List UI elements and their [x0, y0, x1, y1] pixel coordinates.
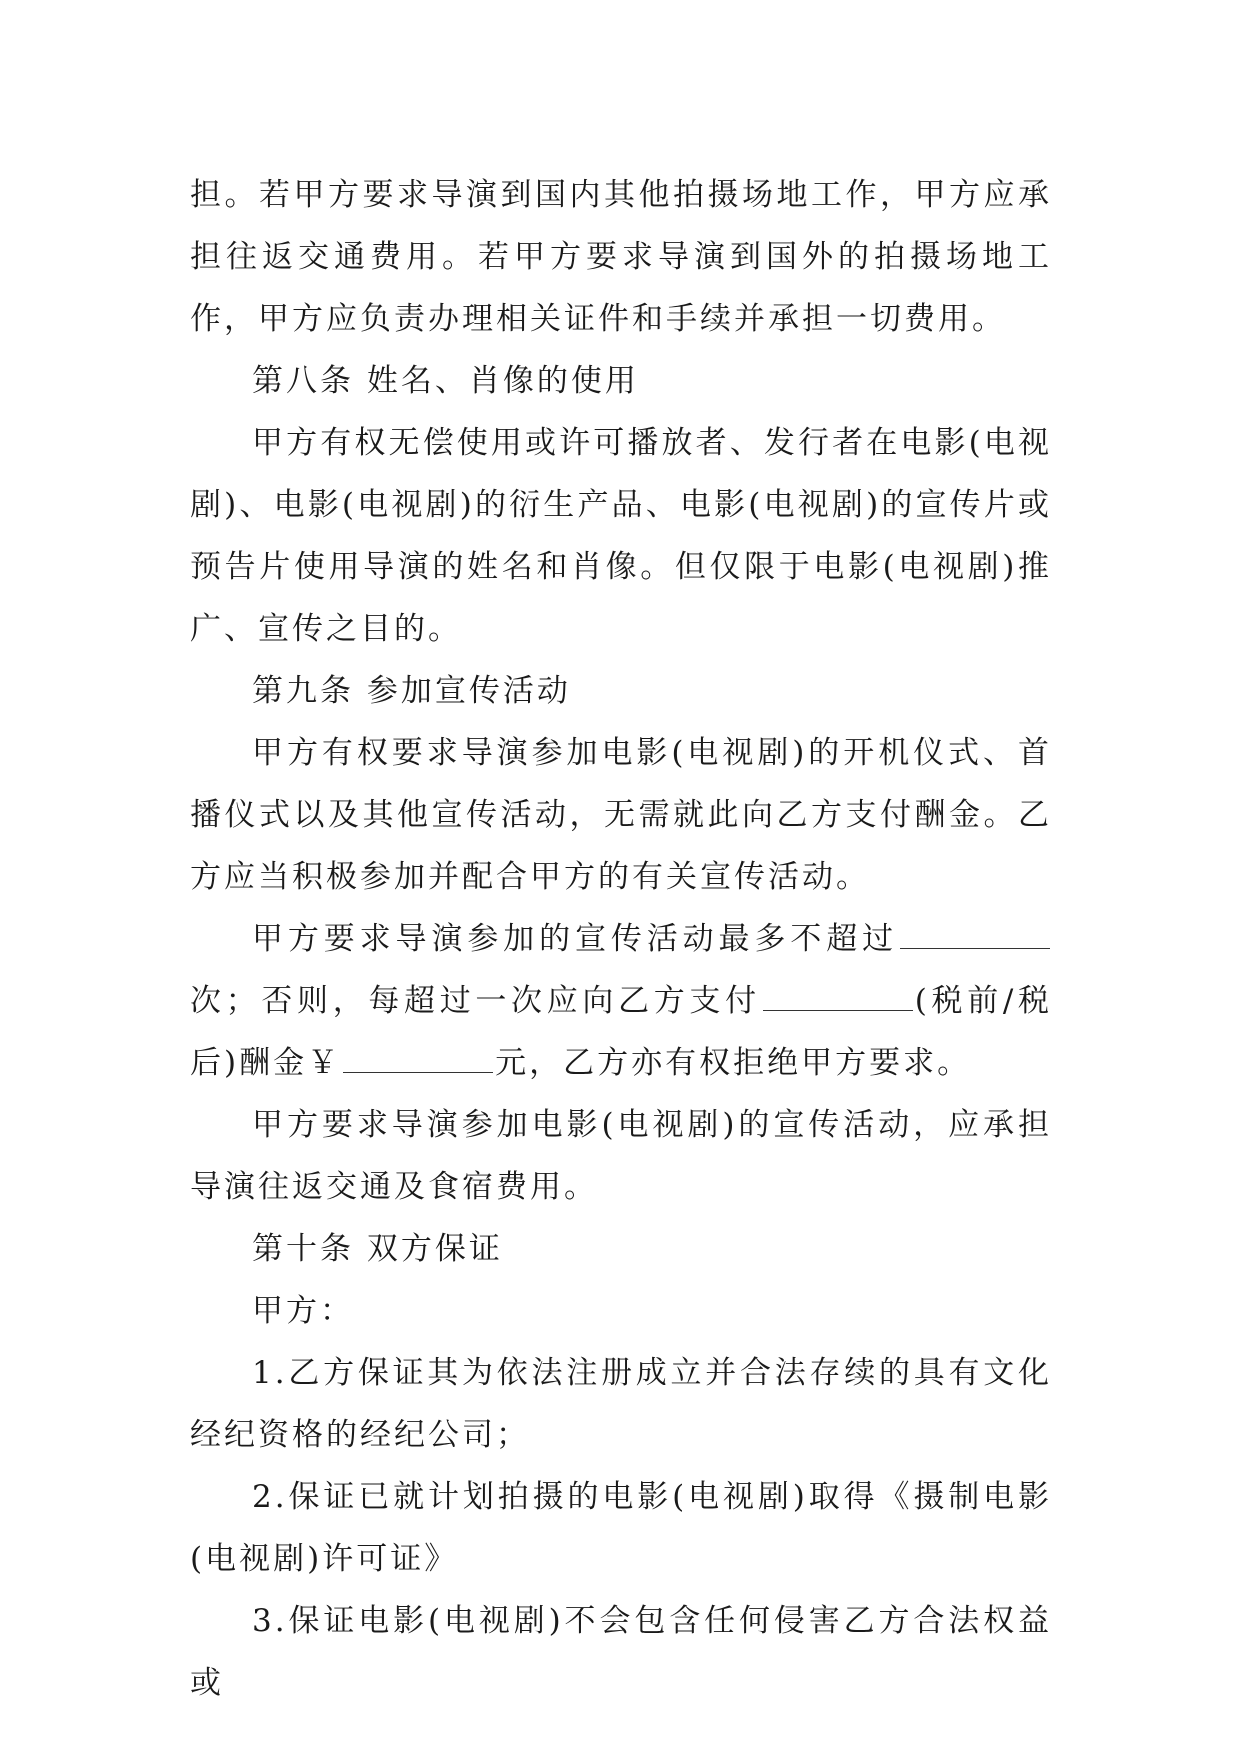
- article-9-paragraph-3: 甲方要求导演参加电影(电视剧)的宣传活动，应承担导演往返交通及食宿费用。: [190, 1107, 1052, 1205]
- party-a-label: 甲方：: [252, 1293, 354, 1329]
- warranty-item-1: 1.乙方保证其为依法注册成立并合法存续的具有文化经纪资格的经纪公司；: [190, 1355, 1052, 1453]
- text-segment: 甲方要求导演参加的宣传活动最多不超过: [252, 921, 898, 957]
- paragraph-continuation: 担。若甲方要求导演到国内其他拍摄场地工作，甲方应承担往返交通费用。若甲方要求导演到国外的拍摄场地工作，甲方应负责办理相关证件和手续并承担一切费用。: [190, 177, 1052, 337]
- warranty-item-2: 2.保证已就计划拍摄的电影(电视剧)取得《摄制电影(电视剧)许可证》: [190, 1479, 1052, 1577]
- article-8-paragraph: 甲方有权无偿使用或许可播放者、发行者在电影(电视剧)、电影(电视剧)的衍生产品、电影(电视剧)的宣传片或预告片使用导演的姓名和肖像。但仅限于电影(电视剧)推广、宣传之目的。: [190, 425, 1052, 647]
- warranty-item-3: 3.保证电影(电视剧)不会包含任何侵害乙方合法权益或: [190, 1603, 1052, 1701]
- article-9-paragraph-2: [190, 908, 1052, 1094]
- fill-in-blank-count: [900, 920, 1050, 949]
- article-9-heading: 第九条 参加宣传活动: [252, 673, 571, 709]
- article-9-paragraph-1: 甲方有权要求导演参加电影(电视剧)的开机仪式、首播仪式以及其他宣传活动，无需就此向乙方支付酬金。乙方应当积极参加并配合甲方的有关宣传活动。: [190, 735, 1052, 895]
- text-segment: 次；否则，每超过一次应向乙方支付: [190, 983, 761, 1019]
- document-body: [190, 164, 1052, 1714]
- article-10-heading: 第十条 双方保证: [252, 1231, 503, 1267]
- text-segment: (税前/税后)酬金￥: [190, 983, 1052, 1081]
- fill-in-blank-amount: [343, 1044, 493, 1073]
- fill-in-blank-fee-type: [763, 982, 913, 1011]
- article-8-heading: 第八条 姓名、肖像的使用: [252, 363, 639, 399]
- text-segment: 元，乙方亦有权拒绝甲方要求。: [495, 1045, 972, 1081]
